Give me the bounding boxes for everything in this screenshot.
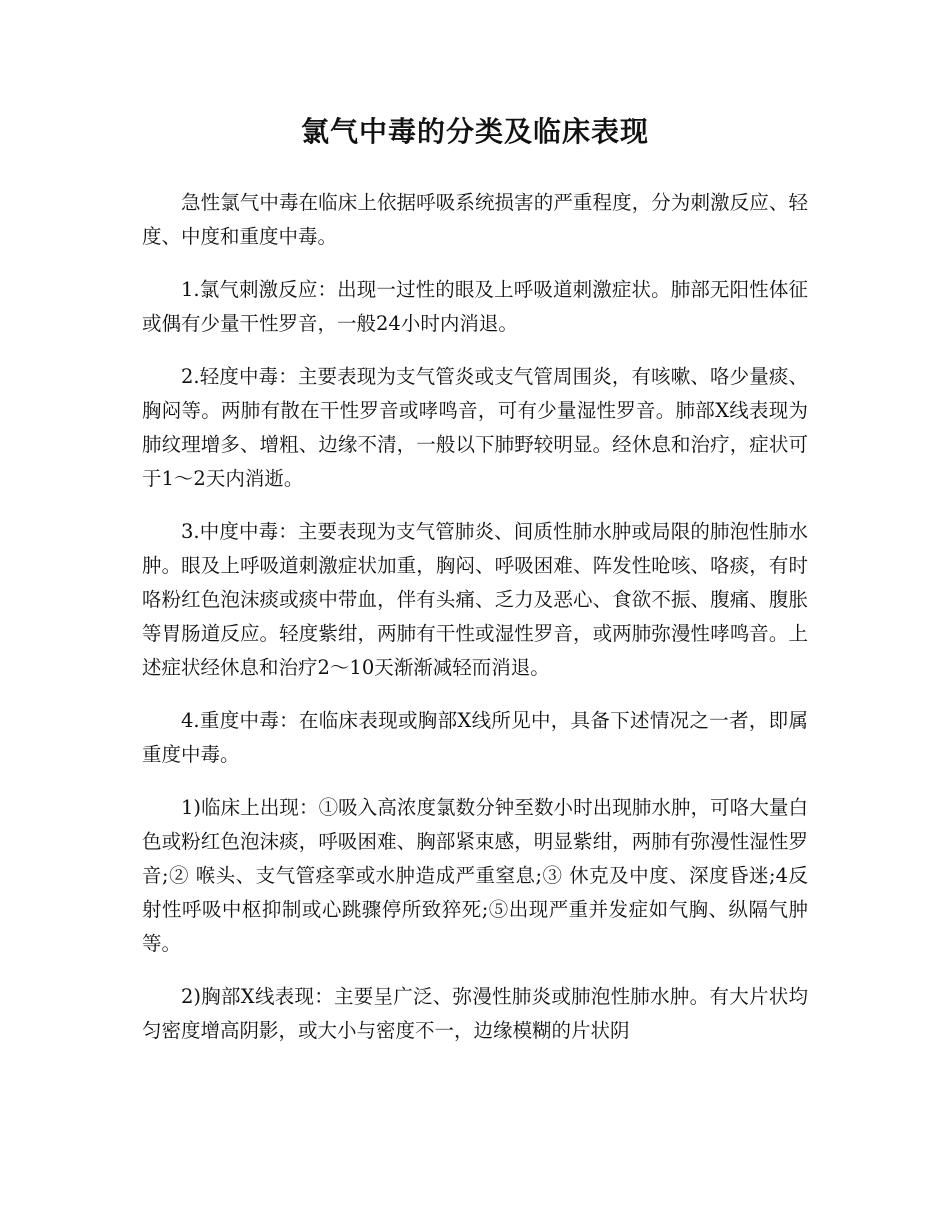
paragraph-clinical-signs: 1)临床上出现：①吸入高浓度氯数分钟至数小时出现肺水肿，可咯大量白色或粉红色泡沫痰，呼吸困难、胸部紧束感，明显紫绀，两肺有弥漫性湿性罗音;② 喉头、支气管痉挛或水肿造成严重窒息;③ 休克及中度、深度昏迷;4反射性呼吸中枢抑制或心跳骤停所致猝死;⑤出现严重并发症如气胸、纵隔气肿等。 <box>142 796 808 955</box>
paragraph-moderate-poisoning: 3.中度中毒：主要表现为支气管肺炎、间质性肺水肿或局限的肺泡性肺水肿。眼及上呼吸道刺激症状加重，胸闷、呼吸困难、阵发性呛咳、咯痰，有时咯粉红色泡沫痰或痰中带血，伴有头痛、乏力及恶心、食欲不振、腹痛、腹胀等胃肠道反应。轻度紫绀，两肺有干性或湿性罗音，或两肺弥漫性哮鸣音。上述症状经休息和治疗2～10天渐渐减轻而消退。 <box>142 520 808 679</box>
paragraph-severe-poisoning: 4.重度中毒：在临床表现或胸部X线所见中，具备下述情况之一者，即属重度中毒。 <box>142 709 808 766</box>
document-title: 氯气中毒的分类及临床表现 <box>300 115 649 148</box>
paragraph-intro: 急性氯气中毒在临床上依据呼吸系统损害的严重程度，分为刺激反应、轻度、中度和重度中毒。 <box>142 191 808 248</box>
paragraph-mild-poisoning: 2.轻度中毒：主要表现为支气管炎或支气管周围炎，有咳嗽、咯少量痰、胸闷等。两肺有散在干性罗音或哮鸣音，可有少量湿性罗音。肺部X线表现为肺纹理增多、增粗、边缘不清，一般以下肺野较明显。经休息和治疗，症状可于1～2天内消逝。 <box>142 365 808 490</box>
paragraph-irritation-reaction: 1.氯气刺激反应：出现一过性的眼及上呼吸道刺激症状。肺部无阳性体征或偶有少量干性罗音，一般24小时内消退。 <box>142 278 808 335</box>
paragraph-xray-findings: 2)胸部X线表现：主要呈广泛、弥漫性肺炎或肺泡性肺水肿。有大片状均匀密度增高阴影，或大小与密度不一，边缘模糊的片状阴 <box>142 985 808 1042</box>
